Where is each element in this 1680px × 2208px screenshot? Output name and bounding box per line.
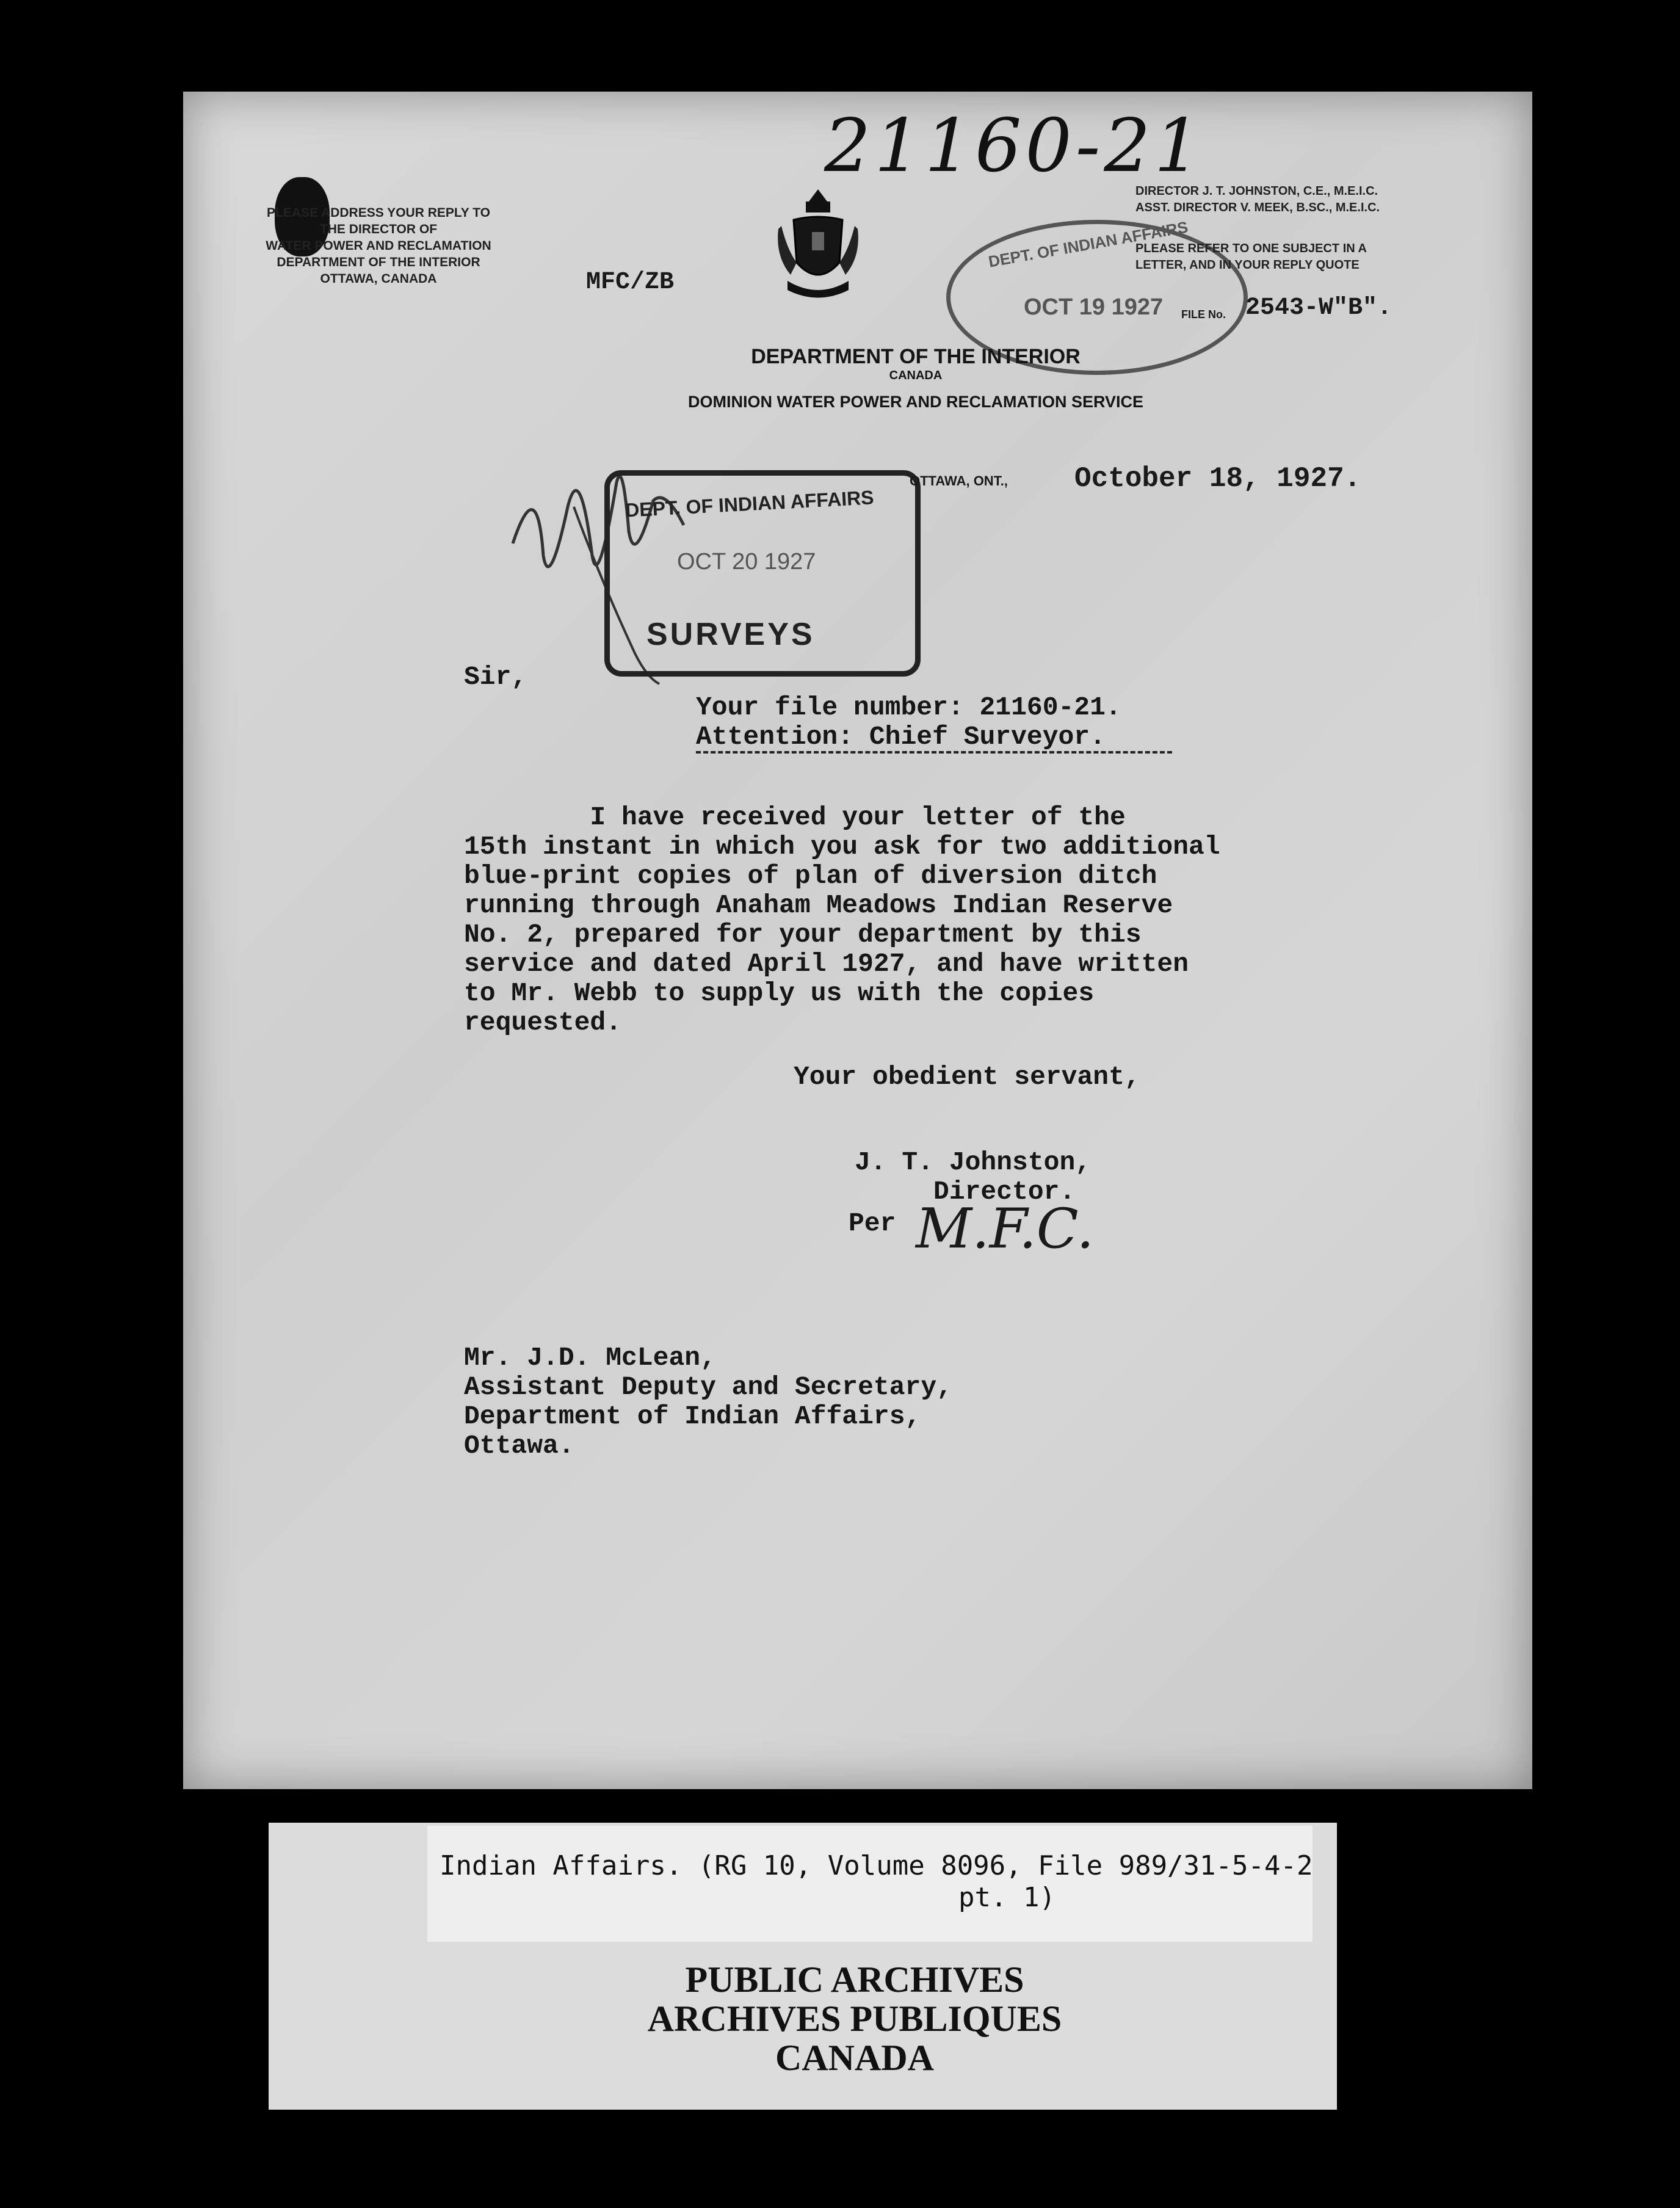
letter-place: OTTAWA, ONT., [910,473,1008,488]
file-number-label: FILE No. [1181,308,1226,321]
letterhead-directors [1135,183,1477,274]
stamp-label: SURVEYS [646,617,815,652]
per-label: Per [849,1208,896,1238]
signature-block: J. T. Johnston, Director. [855,1147,1092,1207]
department-country: CANADA [889,369,943,382]
stamp-text: DEPT. OF INDIAN AFFAIRS [625,486,875,521]
letterhead-line: PLEASE ADDRESS YOUR REPLY TO [266,206,491,220]
letterhead-reply-address [226,205,531,287]
archives-french: ARCHIVES PUBLIQUES [647,1999,1062,2039]
body-paragraph: I have received your letter of the 15th instant in which you ask for two additional blue-print copies of plan of diversion ditch running through Anaham Meadows Indian Reserve No. 2, prepared for your department by this service and dated April 1927, and have written to Mr. Webb to supply us with the copies requested. [464,802,1220,1037]
salutation: Sir, [464,662,527,692]
archive-label-tab [427,1826,1312,1942]
stamp-date: OCT 19 1927 [1024,294,1164,320]
coat-of-arms-icon [769,183,867,305]
department-name: DEPARTMENT OF THE INTERIOR [751,345,1081,368]
letterhead-line: THE DIRECTOR OF [319,222,438,236]
letterhead-line: WATER POWER AND RECLAMATION [266,239,491,253]
letterhead-line: DEPARTMENT OF THE INTERIOR [277,255,480,269]
divider-line [696,751,1172,754]
handwritten-initials: M.F.C. [916,1197,1095,1261]
letterhead-line: LETTER, AND IN YOUR REPLY QUOTE [1135,258,1360,272]
letter-date: October 18, 1927. [1074,463,1361,495]
stamp-text: DEPT. OF INDIAN AFFAIRS [987,217,1190,271]
letterhead-line: PLEASE REFER TO ONE SUBJECT IN A [1135,242,1367,255]
file-number: 2543-W"B". [1245,294,1392,322]
archive-reference-part: pt. 1) [958,1882,1055,1913]
archives-country: CANADA [775,2038,934,2078]
addressee-block: Mr. J.D. McLean, Assistant Deputy and Secretary, Department of Indian Affairs, Ottawa. [464,1343,952,1461]
letterhead-line: ASST. DIRECTOR V. MEEK, B.SC., M.E.I.C. [1135,201,1380,214]
stamp-date: OCT 20 1927 [677,549,816,575]
letterhead-line: DIRECTOR J. T. JOHNSTON, C.E., M.E.I.C. [1135,184,1378,198]
file-reference: Your file number: 21160-21. Attention: Chief Surveyor. [696,692,1121,752]
handwritten-file-number: 21160-21 [824,104,1204,189]
letter-page [183,92,1532,1789]
letterhead-line: OTTAWA, CANADA [320,272,437,286]
closing-line: Your obedient servant, [794,1062,1140,1092]
reference-code: MFC/ZB [586,269,675,296]
archive-reference: Indian Affairs. (RG 10, Volume 8096, File 989/31-5-4-2 [440,1850,1313,1881]
surveys-stamp [604,470,921,677]
archives-label [488,1960,1221,2077]
archives-english: PUBLIC ARCHIVES [685,1959,1024,2000]
service-name: DOMINION WATER POWER AND RECLAMATION SERVICE [687,393,1143,411]
department-heading [610,345,1221,412]
